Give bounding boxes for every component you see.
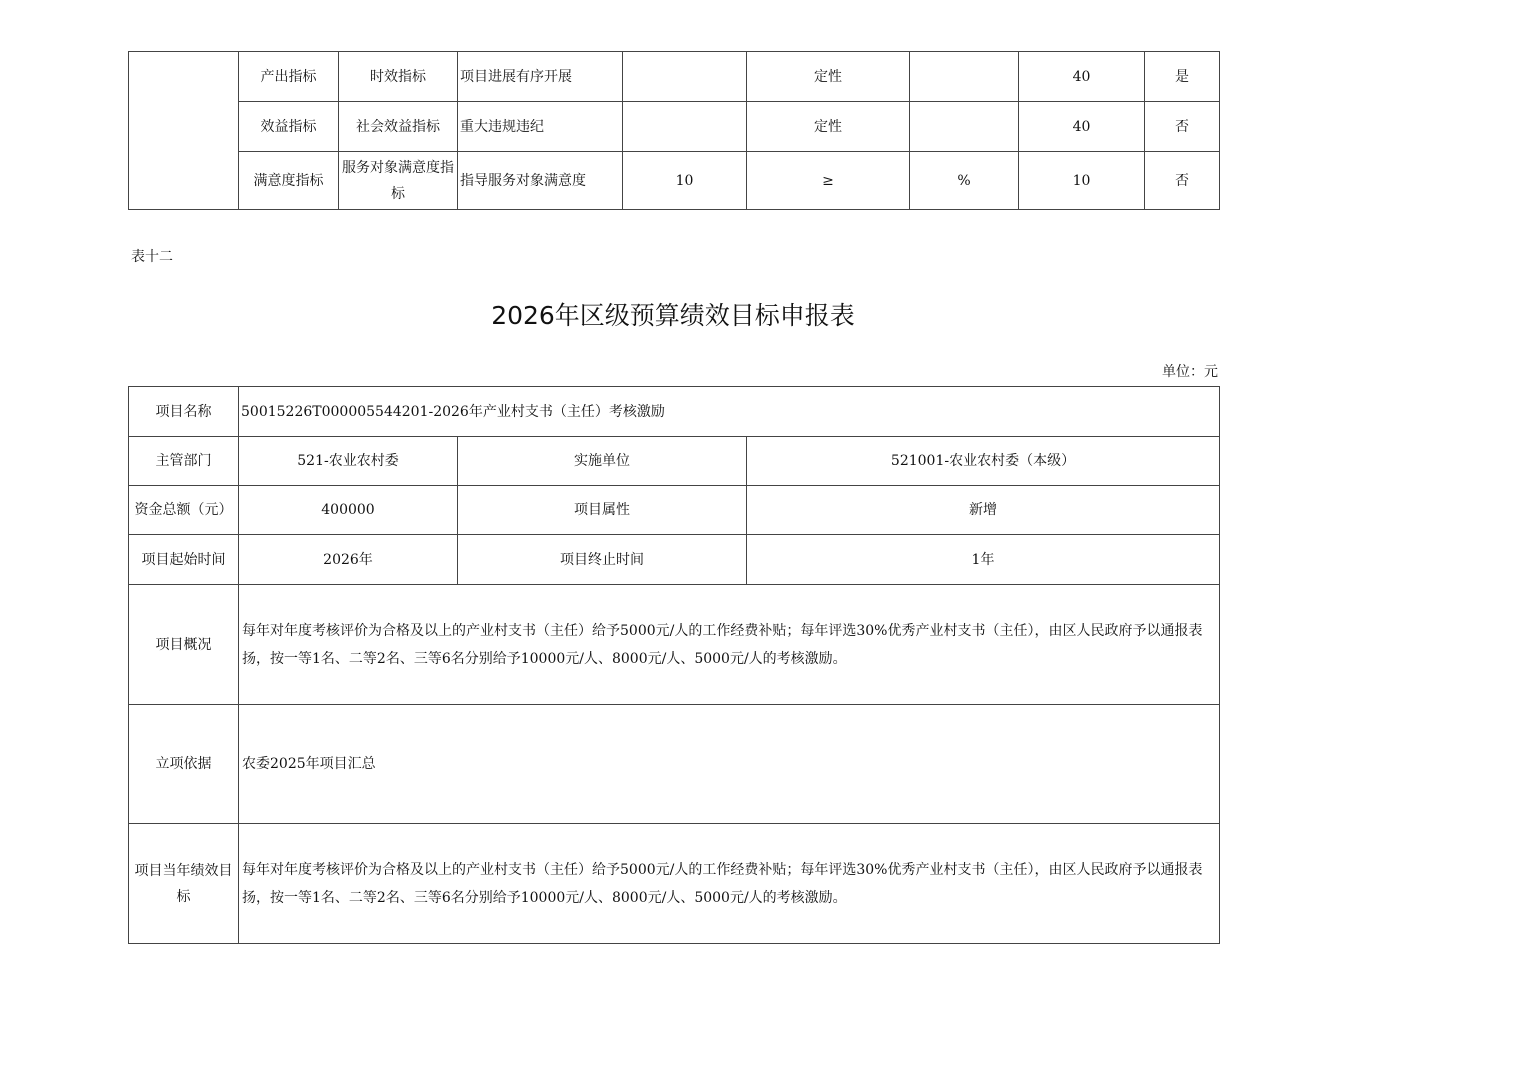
overview-label: 项目概况 (129, 585, 239, 705)
level1-indicator: 产出指标 (239, 52, 339, 102)
page-title: 2026年区级预算绩效目标申报表 (491, 301, 855, 330)
goal-label: 项目当年绩效目标 (129, 824, 239, 944)
basis-label: 立项依据 (129, 705, 239, 824)
overview-value: 每年对年度考核评价为合格及以上的产业村支书（主任）给予5000元/人的工作经费补贴；每年评选30%优秀产业村支书（主任），由区人民政府予以通报表扬，按一等1名、二等2名、三等6名分别给予10000元/人、8000元/人、5000元/人的考核激励。 (239, 585, 1220, 705)
table-row (129, 824, 1220, 944)
target-value (623, 52, 747, 102)
measure-unit (910, 52, 1019, 102)
basis-value: 农委2025年项目汇总 (239, 705, 1220, 824)
level3-indicator: 项目进展有序开展 (458, 52, 623, 102)
operator: ≥ (747, 152, 910, 210)
operator: 定性 (747, 52, 910, 102)
table-row (129, 52, 1220, 102)
weight: 40 (1019, 52, 1145, 102)
end-time-value: 1年 (747, 535, 1220, 585)
start-time-value: 2026年 (239, 535, 458, 585)
core-indicator-flag: 是 (1145, 52, 1220, 102)
core-indicator-flag: 否 (1145, 152, 1220, 210)
impl-unit-label: 实施单位 (458, 437, 747, 486)
merged-blank-cell (129, 52, 239, 210)
operator: 定性 (747, 102, 910, 152)
table-row (129, 387, 1220, 437)
weight: 40 (1019, 102, 1145, 152)
indicator-table-continued (128, 51, 1220, 210)
measure-unit (910, 102, 1019, 152)
project-name-label: 项目名称 (129, 387, 239, 437)
fund-total-label: 资金总额（元） (129, 486, 239, 535)
goal-value: 每年对年度考核评价为合格及以上的产业村支书（主任）给予5000元/人的工作经费补贴；每年评选30%优秀产业村支书（主任），由区人民政府予以通报表扬，按一等1名、二等2名、三等6名分别给予10000元/人、8000元/人、5000元/人的考核激励。 (239, 824, 1220, 944)
table-row (129, 535, 1220, 585)
unit-label: 单位：元 (1162, 364, 1218, 380)
level1-indicator: 满意度指标 (239, 152, 339, 210)
dept-label: 主管部门 (129, 437, 239, 486)
project-attr-value: 新增 (747, 486, 1220, 535)
level2-indicator: 社会效益指标 (339, 102, 458, 152)
start-time-label: 项目起始时间 (129, 535, 239, 585)
table-row (129, 102, 1220, 152)
target-value (623, 102, 747, 152)
end-time-label: 项目终止时间 (458, 535, 747, 585)
measure-unit: % (910, 152, 1019, 210)
level1-indicator: 效益指标 (239, 102, 339, 152)
fund-total-value: 400000 (239, 486, 458, 535)
level2-indicator: 时效指标 (339, 52, 458, 102)
project-attr-label: 项目属性 (458, 486, 747, 535)
table-row (129, 437, 1220, 486)
level2-indicator: 服务对象满意度指标 (339, 152, 458, 210)
impl-unit-value: 521001-农业农村委（本级） (747, 437, 1220, 486)
table-row (129, 585, 1220, 705)
level3-indicator: 重大违规违纪 (458, 102, 623, 152)
table-row (129, 705, 1220, 824)
table-row (129, 152, 1220, 210)
level3-indicator: 指导服务对象满意度 (458, 152, 623, 210)
weight: 10 (1019, 152, 1145, 210)
target-value: 10 (623, 152, 747, 210)
table-caption: 表十二 (131, 249, 173, 265)
budget-declaration-table (128, 386, 1220, 944)
core-indicator-flag: 否 (1145, 102, 1220, 152)
table-row (129, 486, 1220, 535)
dept-value: 521-农业农村委 (239, 437, 458, 486)
project-name-value: 50015226T000005544201-2026年产业村支书（主任）考核激励 (239, 387, 1220, 437)
